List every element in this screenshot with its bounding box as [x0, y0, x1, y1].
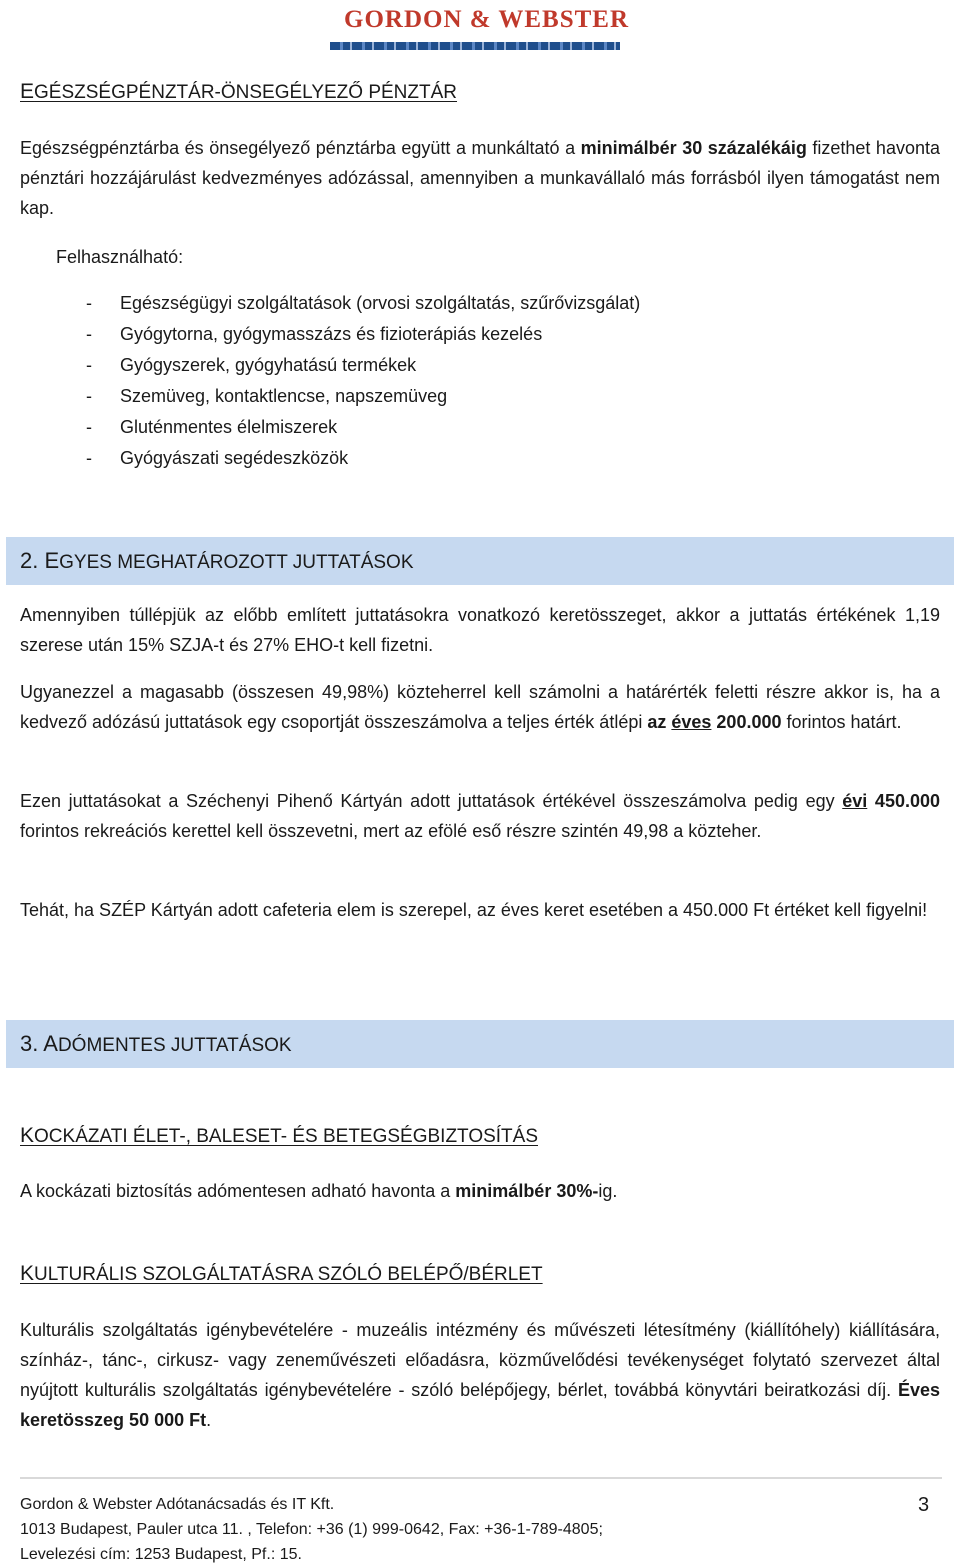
section-number: 3.: [20, 1031, 44, 1056]
bold-span: minimálbér 30 százalékáig: [580, 138, 807, 158]
page-number: 3: [918, 1494, 930, 1516]
section-2-header: [6, 537, 954, 585]
section-2-paragraph-2: [20, 677, 940, 737]
section-2-paragraph-3: [20, 786, 940, 846]
bold-span: 200.000: [711, 712, 782, 732]
heading-initial: E: [20, 80, 35, 103]
underlined-bold-span: évi: [842, 791, 868, 811]
list-dash: -: [86, 386, 92, 406]
list-item-text: Szemüveg, kontaktlencse, napszemüveg: [120, 386, 448, 406]
footer-postal: Levelezési cím: 1253 Budapest, Pf.: 15.: [20, 1546, 302, 1563]
heading-initial: K: [20, 1124, 35, 1147]
usable-list-item: [86, 288, 806, 319]
health-fund-paragraph: [20, 133, 940, 223]
title-initial: A: [43, 1031, 58, 1056]
usable-list-item: [86, 381, 806, 412]
footer-company: Gordon & Webster Adótanácsadás és IT Kft.: [20, 1496, 335, 1513]
insurance-heading: [20, 1124, 538, 1148]
usable-list-item: [86, 443, 806, 474]
heading-rest: ULTURÁLIS SZOLGÁLTATÁSRA SZÓLÓ BELÉPŐ/BÉRLET: [34, 1264, 543, 1285]
list-item-text: Gyógyászati segédeszközök: [120, 448, 349, 468]
list-dash: -: [86, 324, 92, 344]
section-3-title: [20, 1020, 292, 1070]
heading-rest: GÉSZSÉGPÉNZTÁR-ÖNSEGÉLYEZŐ PÉNZTÁR: [34, 82, 458, 103]
text-span: A kockázati biztosítás adómentesen adható havonta a: [20, 1181, 456, 1201]
usable-list-item: [86, 350, 806, 381]
text-span: forintos határt.: [781, 712, 902, 732]
list-item-text: Gyógytorna, gyógymasszázs és fizioterápiás kezelés: [120, 324, 543, 344]
text-span: ig.: [598, 1181, 618, 1201]
culture-heading: [20, 1262, 543, 1286]
insurance-paragraph: [20, 1176, 940, 1206]
text-span: Ugyanezzel a magasabb (összesen 49,98%) közteherrel kell számolni a határérték feletti részre akkor is, ha a kedvező adózású juttatások egy csoportját összeszámolva a teljes érték átlépi: [20, 682, 940, 732]
text-span: Kulturális szolgáltatás igénybevételére - muzeális intézmény és művészeti létesítmény (kiállítóhely) kiállítására, színház-, tánc-, cirkusz- vagy zeneművészeti előadásra, közművelődési tevékenységet folytató szervezet által nyújtott kulturális szolgáltatás igénybevételére - szóló belépőjegy, bérlet, továbbá könyvtári beiratkozási díj.: [20, 1320, 940, 1400]
list-dash: -: [86, 417, 92, 437]
bold-span: Éves keretösszeg 50 000 Ft: [20, 1380, 940, 1430]
heading-initial: K: [20, 1262, 35, 1285]
health-fund-heading: [20, 80, 457, 104]
text-span: Egészségpénztárba és önsegélyező pénztárba együtt a munkáltató a: [20, 138, 581, 158]
list-dash: -: [86, 355, 92, 375]
usable-list-item: [86, 319, 806, 350]
text-span: fizethet havonta pénztári hozzájárulást kedvezményes adózással, amennyiben a munkavállaló más forrásból ilyen támogatást nem kap.: [20, 138, 940, 218]
usable-label: Felhasználható:: [56, 247, 184, 267]
list-item-text: Gluténmentes élelmiszerek: [120, 417, 338, 437]
footer-address: 1013 Budapest, Pauler utca 11. , Telefon: +36 (1) 999-0642, Fax: +36-1-789-4805;: [20, 1521, 603, 1538]
underlined-bold-span: éves: [671, 712, 712, 732]
text-span: forintos rekreációs kerettel kell összevetni, mert az efölé eső részre szintén 49,98 a közteher.: [20, 821, 762, 841]
list-item-text: Egészségügyi szolgáltatások (orvosi szolgáltatás, szűrővizsgálat): [120, 293, 641, 313]
section-2-paragraph-1: Amennyiben túllépjük az előbb említett juttatásokra vonatkozó keretösszeget, akkor a juttatás értékének 1,19 szerese után 15% SZJA-t és 27% EHO-t kell fizetni.: [20, 605, 940, 655]
section-2-paragraph-4: Tehát, ha SZÉP Kártyán adott cafeteria elem is szerepel, az éves keret esetében a 450.000 Ft értéket kell figyelni!: [20, 900, 928, 920]
list-dash: -: [86, 293, 92, 313]
title-initial: E: [44, 548, 60, 573]
logo-bar: [330, 42, 620, 50]
title-rest: GYES MEGHATÁROZOTT JUTTATÁSOK: [59, 552, 414, 573]
bold-span: az: [647, 712, 667, 732]
section-2-title: [20, 537, 414, 587]
culture-paragraph: [20, 1315, 940, 1435]
bold-span: 450.000: [867, 791, 940, 811]
logo-text: GORDON & WEBSTER: [344, 6, 630, 33]
bold-span: minimálbér 30%-: [455, 1181, 599, 1201]
list-item-text: Gyógyszerek, gyógyhatású termékek: [120, 355, 417, 375]
title-rest: DÓMENTES JUTTATÁSOK: [57, 1035, 292, 1056]
usable-list: [86, 288, 806, 474]
text-span: Ezen juttatásokat a Széchenyi Pihenő Kártyán adott juttatások értékével összeszámolva pedig egy: [20, 791, 843, 811]
section-3-header: [6, 1020, 954, 1068]
text-span: .: [206, 1410, 212, 1430]
footer-divider: [20, 1477, 942, 1479]
list-dash: -: [86, 448, 92, 468]
usable-list-item: [86, 412, 806, 443]
section-number: 2.: [20, 548, 45, 573]
heading-rest: OCKÁZATI ÉLET-, BALESET- ÉS BETEGSÉGBIZTOSÍTÁS: [34, 1126, 538, 1147]
company-logo: [330, 4, 630, 54]
